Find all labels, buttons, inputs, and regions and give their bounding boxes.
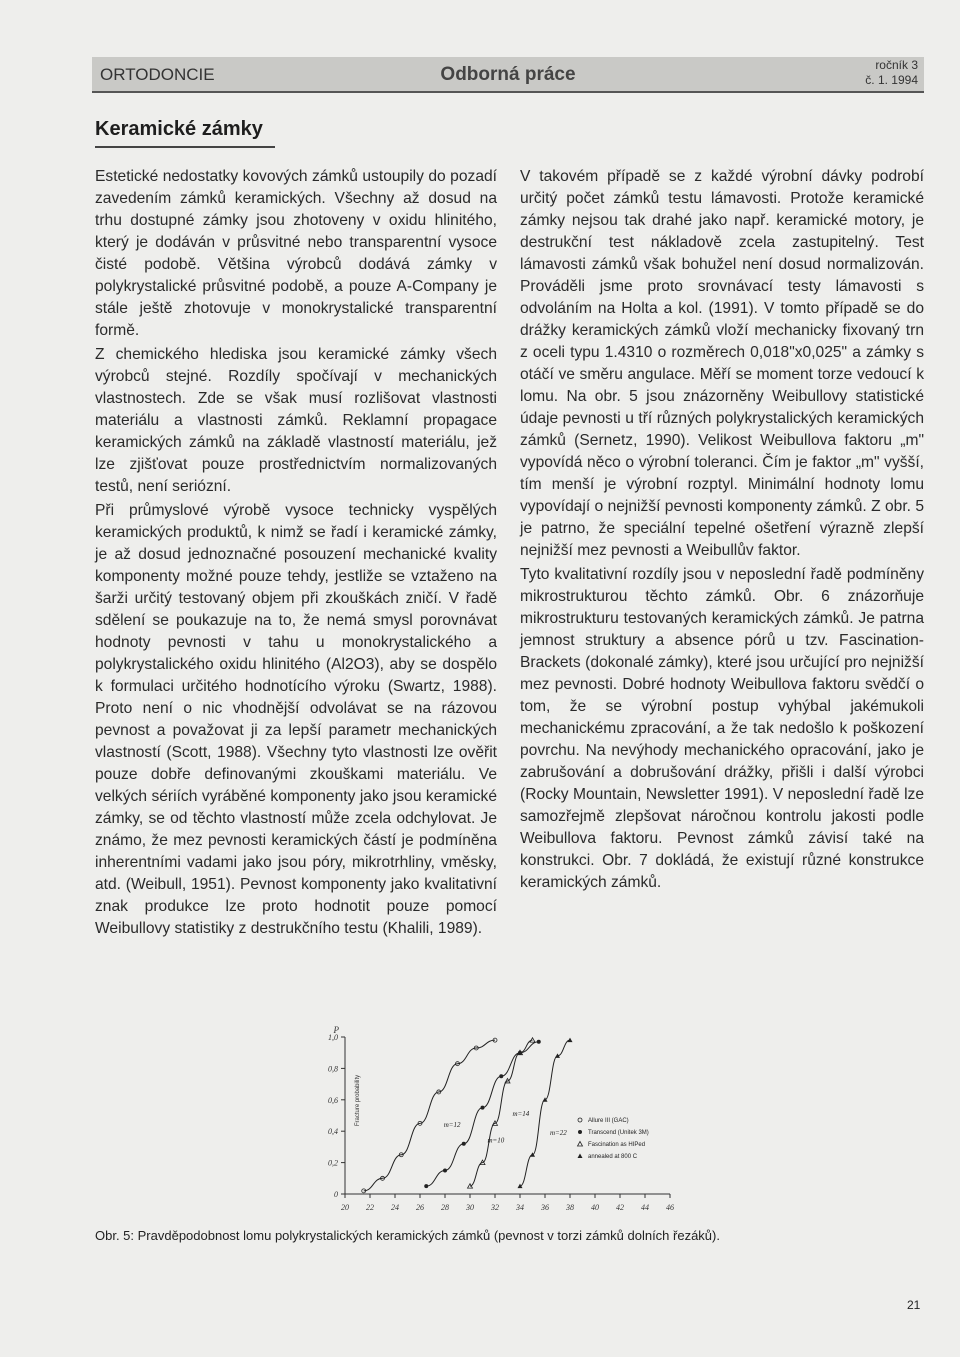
y-tick-label: 0,8 <box>328 1064 338 1074</box>
x-tick-label: 46 <box>666 1203 674 1212</box>
x-tick-label: 38 <box>566 1203 574 1212</box>
paragraph: V takovém případě se z každé výrobní dávky podrobí určitý počet zámků testu lámavosti. Protože keramické zámky nejsou tak drahé jako např. keramické motory, je destrukční test nákladově zcela zastupitelný. Test lámavosti zámků však bohužel není dosud normalizován. Prováděli jsme proto srovnávací testy lámavosti s odvoláním na Holta a kol. (1991). V tomto případě se do drážky keramických zámků vloží mechanicky fixovaný trn z oceli typu 1.4310 o rozměrech 0,018"x0,025" a zámky s otáčí ve směru angulace. Měří se moment torze vedoucí k lomu. Na obr. 5 jsou znázorněny Weibullovy statistické údaje pevnosti u tří různých polykrystalických keramických zámků (Sernetz, 1990). Velikost Weibullova faktoru „m" vypovídá něco o výrobní toleranci. Čím je faktor „m" vyšší, tím menší je výrobní rozptyl. Minimální hodnoty lomu vypovídají o nejnižší pevnosti komponenty zámků. Z obr. 5 je patrno, že speciální tepelné ošetření výrazně zlepší nejnižší mez pevnosti a Weibullův faktor. <box>520 168 924 559</box>
figure-caption: Obr. 5: Pravděpodobnost lomu polykrystalických keramických zámků (pevnost v torzi zámků dolních řezáků). <box>95 1228 720 1243</box>
x-tick-label: 40 <box>591 1203 599 1212</box>
section-label: ORTODONCIE <box>100 65 215 84</box>
data-point <box>443 1168 447 1172</box>
m-factor-label: m=14 <box>512 1109 530 1118</box>
x-tick-label: 44 <box>641 1203 649 1212</box>
data-point <box>578 1142 583 1147</box>
legend-entry: Fascination as HIPed <box>588 1142 646 1148</box>
issue-info <box>865 58 918 88</box>
data-point <box>424 1184 428 1188</box>
x-tick-label: 30 <box>466 1203 474 1212</box>
paragraph: Z chemického hlediska jsou keramické zámky všech výrobců stejné. Rozdíly spočívají v mechanických vlastnostech. Zde se však musí rozlišovat vlastnosti materiálu a vlastnosti zámků. Reklamní propagace keramických zámků na základě vlastností materiálu, jež lze zjišťovat pouze prostřednictvím normalizovaných testů, není seriózní. <box>95 346 497 495</box>
paragraph: Při průmyslové výrobě vysoce technicky vyspělých keramických produktů, k nimž se řadí i keramické zámky, je až dosud jednoznačné posouzení mechanické kvality komponenty možné pouze tehdy, jestliže se vztaženo na šarži určitý testovaný objem při zkouškách zničí. V řadě sdělení se poukazuje na to, že nemá smysl porovnávat hodnoty pevnosti v tahu u monokrystalického a polykrystalického oxidu hlinitého (Al2O3), aby se dospělo k formulaci určitého hodnotícího výroku (Swartz, 1988). Proto není o nic vhodnější odvolávat se na rázovou pevnost a považovat ji za lepší parametr mechanických vlastností (Scott, 1988). Všechny tyto vlastnosti lze ověřit pouze dobře definovanými zkouškami materiálu. Ve velkých sériích vyráběné komponenty jako jsou keramické zámky, se od těchto vlastností může zcela odchylovat. Je známo, že mez pevnosti keramických částí je podmíněna inherentními vadami jako jsou póry, mikrotrhliny, vměsky, atd. (Weibull, 1951). Pevnost komponenty jako kvalitativní znak produkce lze proto hodnotit pouze pomocí Weibullovy statistiky z destrukčního testu (Khalili, 1989). <box>95 502 497 937</box>
y-axis-label: Fracture probability <box>355 1074 361 1127</box>
header-title: Odborná práce <box>440 64 576 85</box>
y-tick-label: 0,6 <box>328 1095 338 1105</box>
data-point <box>578 1154 583 1159</box>
paragraph: Estetické nedostatky kovových zámků ustoupily do pozadí zavedením zámků keramických. Všechny až dosud na trhu dostupné zámky jsou zhotoveny v oxidu hlinitého, který je dodáván v průsvitné nebo transparentní vysoce čisté podobě. Většina výrobců dodává zámky v polykrystalické průsvitné podobě, a pouze A-Company je stále ještě zhotovuje v monokrystalické transparentní formě. <box>95 168 497 339</box>
paragraph: Tyto kvalitativní rozdíly jsou v neposlední řadě podmíněny mikrostrukturou těchto zámků. Obr. 6 znázorňuje mikrostrukturu testovaných keramických zámků. Je patrna jemnost struktury a absence pórů u tzv. Fascination-Brackets (dokonalé zámky), které jsou určující pro nejnižší mez pevnosti. Dobré hodnoty Weibullova faktoru svědčí o tom, že se výrobní postup vyhýbal jakémukoli mechanickému zpracování, a že tak nedošlo k poškození povrchu. Na nevýhody mechanického opracování, jako je zabrušování a dobrušování drážky, přišli i další výrobci (Rocky Mountain, Newsletter 1991). V neposlední řadě lze samozřejmě zlepšovat náročnou kontrolu jakosti podle Weibullova faktoru. Pevnost zámků závisí také na konstrukci. Obr. 7 dokládá, že existují různé konstrukce keramických zámků. <box>520 566 924 891</box>
x-tick-label: 20 <box>341 1203 349 1212</box>
x-tick-label: 34 <box>516 1203 524 1212</box>
right-column <box>520 166 924 896</box>
weibull-chart <box>300 1022 700 1222</box>
x-tick-label: 24 <box>391 1203 399 1212</box>
data-point <box>462 1142 466 1146</box>
title-underline <box>95 146 275 148</box>
m-factor-label: m=10 <box>487 1136 505 1145</box>
y-axis-symbol: P <box>333 1025 339 1035</box>
x-tick-label: 22 <box>366 1203 374 1212</box>
left-column <box>95 166 497 942</box>
series-line <box>364 1040 495 1191</box>
data-point <box>568 1038 573 1043</box>
page-number: 21 <box>907 1298 921 1312</box>
data-point <box>578 1118 582 1122</box>
issue-label: č. 1. 1994 <box>865 73 918 87</box>
legend-entry: Transcend (Unitek 3M) <box>588 1130 649 1136</box>
data-point <box>481 1106 485 1110</box>
m-factor-label: m=22 <box>550 1128 567 1137</box>
data-point <box>499 1074 503 1078</box>
x-tick-label: 28 <box>441 1203 449 1212</box>
legend-entry: annealed at 800 C <box>588 1154 638 1160</box>
y-tick-label: 0,4 <box>328 1127 338 1137</box>
volume-label: ročník 3 <box>875 58 918 72</box>
x-tick-label: 42 <box>616 1203 624 1212</box>
y-tick-label: 0 <box>334 1190 338 1199</box>
data-point <box>578 1130 582 1134</box>
journal-header <box>92 57 924 93</box>
legend-entry: Allure III (GAC) <box>588 1118 629 1124</box>
y-tick-label: 0,2 <box>328 1158 338 1168</box>
x-tick-label: 36 <box>541 1203 549 1212</box>
y-tick-label: 1,0 <box>328 1033 338 1042</box>
article-title: Keramické zámky <box>95 118 263 140</box>
x-tick-label: 26 <box>416 1203 424 1212</box>
x-tick-label: 32 <box>491 1203 499 1212</box>
data-point <box>537 1040 541 1044</box>
m-factor-label: m=12 <box>443 1120 461 1129</box>
